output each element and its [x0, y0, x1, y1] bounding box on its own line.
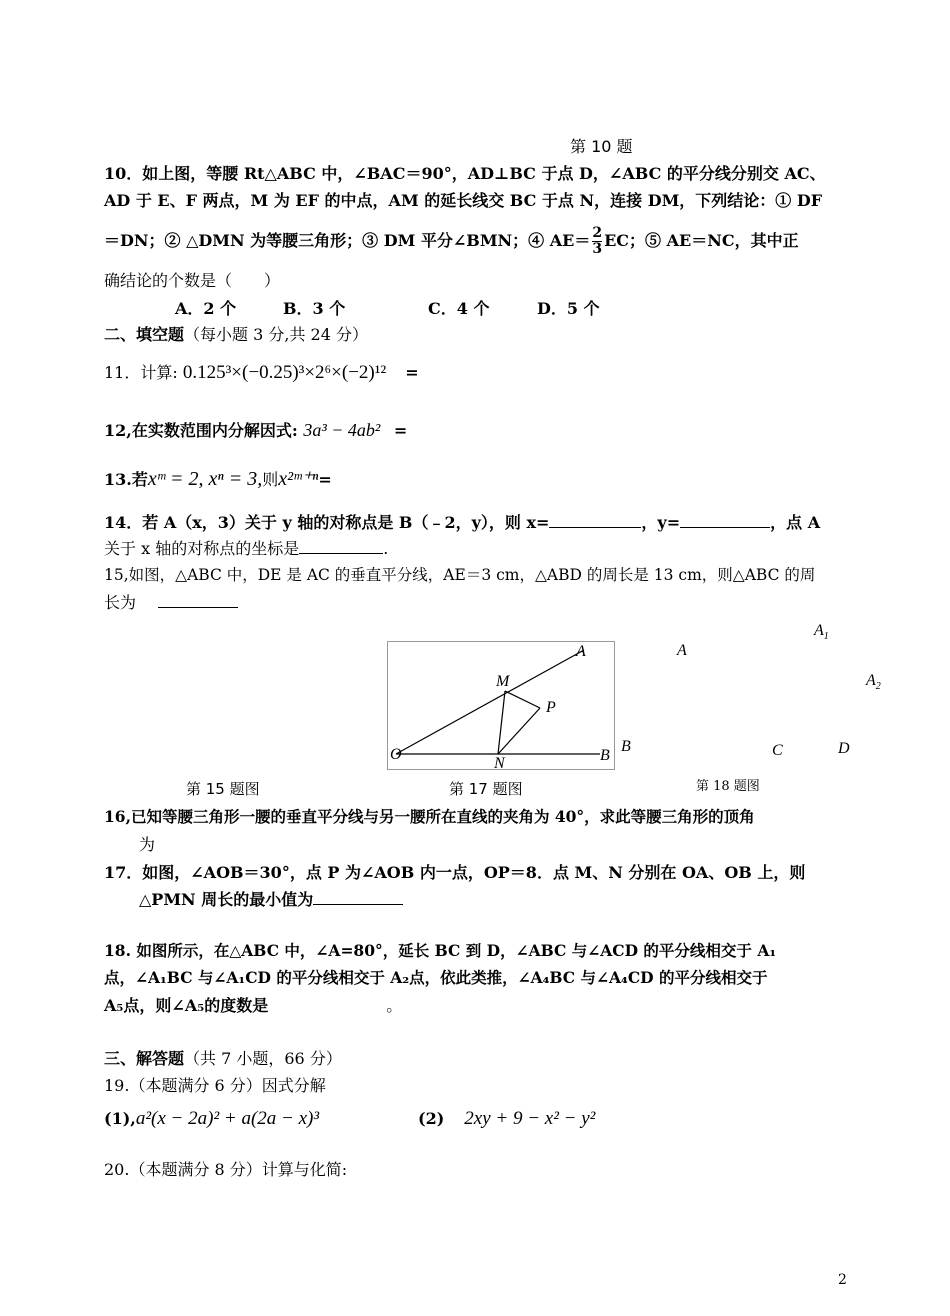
q10-fraction-denominator: 3 — [592, 241, 603, 257]
section3-heading — [104, 1046, 342, 1069]
q12 — [104, 418, 407, 441]
q14-line1-part2: ，y= — [641, 513, 681, 532]
fig18-label-a1-letter: A — [814, 622, 824, 639]
q10-line4: 确结论的个数是（ ） — [104, 271, 281, 290]
q10-figure-caption: 第 10 题 — [570, 137, 633, 156]
q10-line3 — [104, 226, 799, 257]
fig18-label-a2 — [866, 672, 881, 692]
q10-fraction — [592, 226, 602, 257]
q20-title: 20.（本题满分 8 分）计算与化简: — [104, 1160, 348, 1179]
q10-line1: 10．如上图，等腰 Rt△ABC 中，∠BAC＝90°，AD⊥BC 于点 D，∠ABC 的平分线分别交 AC、 — [104, 164, 826, 183]
q14-coordinate-blank[interactable] — [299, 539, 383, 554]
q16-line2: 为 — [139, 835, 156, 854]
fig18-label-a: A — [677, 642, 687, 659]
q14-line1-part3: ，点 A — [770, 513, 821, 532]
q14-line2 — [104, 536, 388, 559]
fig18-caption: 第 18 题图 — [696, 779, 760, 794]
q13-then: 则 — [262, 470, 279, 489]
q14-y-blank[interactable] — [680, 513, 770, 528]
q13 — [104, 466, 332, 491]
q14-line2-part2: . — [383, 539, 389, 558]
q18-line3-end: 。 — [386, 996, 403, 1015]
q19-part1-label: (1), — [104, 1109, 136, 1128]
fig17-segment-mn — [498, 691, 505, 754]
q13-expression1: xᵐ = 2, xⁿ = 3, — [147, 468, 263, 490]
q19-part2-label: (2) — [418, 1109, 445, 1128]
fig17-label-n: N — [494, 755, 505, 769]
q17-line2 — [139, 887, 403, 910]
q17-line2-text: △PMN 周长的最小值为 — [139, 890, 314, 909]
q14-x-blank[interactable] — [549, 513, 641, 528]
q19-part2 — [418, 1108, 595, 1130]
q10-option-a: A．2 个 — [175, 299, 237, 318]
q15-line1: 15,如图，△ABC 中，DE 是 AC 的垂直平分线，AE＝3 cm，△ABD 的周长是 13 cm，则△ABC 的周 — [104, 566, 816, 584]
section3-note: （共 7 小题，66 分） — [184, 1049, 342, 1068]
q10-line3-part1: ＝DN；② △DMN 为等腰三角形；③ DM 平分∠BMN；④ AE＝ — [104, 231, 591, 250]
q19-title: 19.（本题满分 6 分）因式分解 — [104, 1076, 326, 1095]
section2-heading — [104, 322, 368, 345]
section2-note: （每小题 3 分,共 24 分） — [184, 325, 368, 344]
fig17-label-a: A — [576, 643, 586, 660]
fig17-label-o: O — [390, 746, 402, 763]
q18-line3 — [104, 993, 402, 1016]
q11-label: 11．计算: — [104, 363, 178, 382]
q15-line2 — [104, 590, 238, 613]
q19-part1-expression: a²(x − 2a)² + a(2a − x)³ — [135, 1108, 320, 1129]
fig18-label-a2-letter: A — [866, 672, 876, 689]
fig18-label-b: B — [621, 738, 631, 755]
fig17-label-p: P — [546, 699, 556, 716]
q14-line2-part1: 关于 x 轴的对称点的坐标是 — [104, 539, 300, 558]
fig17-label-m: M — [496, 673, 510, 690]
q17-line1: 17．如图，∠AOB＝30°，点 P 为∠AOB 内一点，OP＝8．点 M、N 分别在 OA、OB 上，则 — [104, 863, 806, 882]
q15-answer-blank[interactable] — [158, 593, 238, 608]
q14-line1 — [104, 510, 820, 533]
q10-option-c: C．4 个 — [428, 299, 490, 318]
fig17-frame — [387, 641, 615, 770]
q11-equals: = — [405, 363, 419, 382]
q12-label: 12,在实数范围内分解因式: — [104, 421, 298, 440]
fig17-segment-pn — [498, 708, 540, 754]
q14-line1-part1: 14．若 A（x，3）关于 y 轴的对称点是 B（﹣2，y），则 x= — [104, 513, 550, 532]
section2-title: 二、填空题 — [104, 325, 185, 344]
q10-option-d: D．5 个 — [537, 299, 600, 318]
page-number: 2 — [838, 1272, 847, 1288]
q10-fraction-numerator: 2 — [592, 225, 603, 241]
q13-label: 13.若 — [104, 470, 148, 489]
q11 — [104, 360, 419, 384]
fig17-caption: 第 17 题图 — [449, 780, 523, 798]
fig18-label-c: C — [772, 742, 783, 759]
q10-line2: AD 于 E、F 两点，M 为 EF 的中点，AM 的延长线交 BC 于点 N，连接 DM，下列结论：① DF — [104, 191, 823, 210]
q12-expression: 3a³ − 4ab² — [303, 420, 381, 440]
q10-option-b: B．3 个 — [283, 299, 346, 318]
fig15-caption: 第 15 题图 — [186, 780, 260, 798]
q19-part1 — [104, 1108, 319, 1130]
q16-line1: 16,已知等腰三角形一腰的垂直平分线与另一腰所在直线的夹角为 40°，求此等腰三角形的顶角 — [104, 807, 755, 826]
q12-equals: = — [393, 421, 408, 440]
q19-part2-expression: 2xy + 9 − x² − y² — [464, 1108, 596, 1129]
fig17-ray-oa — [396, 650, 584, 754]
q10-line3-part2: EC；⑤ AE＝NC，其中正 — [604, 231, 799, 250]
q11-expression: 0.125³×(−0.25)³×2⁶×(−2)¹² — [182, 362, 387, 383]
section3-title: 三、解答题 — [104, 1049, 185, 1068]
fig17-label-b: B — [600, 747, 610, 764]
q17-answer-blank[interactable] — [313, 890, 403, 905]
q13-equals: = — [318, 470, 332, 489]
q18-line2: 点，∠A₁BC 与∠A₁CD 的平分线相交于 A₂点，依此类推，∠A₄BC 与∠A₄CD 的平分线相交于 — [104, 968, 768, 987]
fig17-diagram — [388, 642, 614, 769]
q15-line2-text: 长为 — [104, 593, 137, 612]
fig18-label-a1 — [814, 622, 829, 642]
fig18-label-d: D — [838, 740, 850, 757]
fig17-segment-mp — [505, 691, 540, 708]
fig18-label-a2-sub: 2 — [875, 681, 881, 693]
q18-line1: 18. 如图所示，在△ABC 中，∠A=80°，延长 BC 到 D，∠ABC 与∠ACD 的平分线相交于 A₁ — [104, 941, 777, 960]
q18-line3-text: A₅点，则∠A₅的度数是 — [104, 996, 269, 1015]
q13-expression2: x²ᵐ⁺ⁿ — [278, 468, 319, 490]
fig18-label-a1-sub: 1 — [823, 631, 829, 643]
